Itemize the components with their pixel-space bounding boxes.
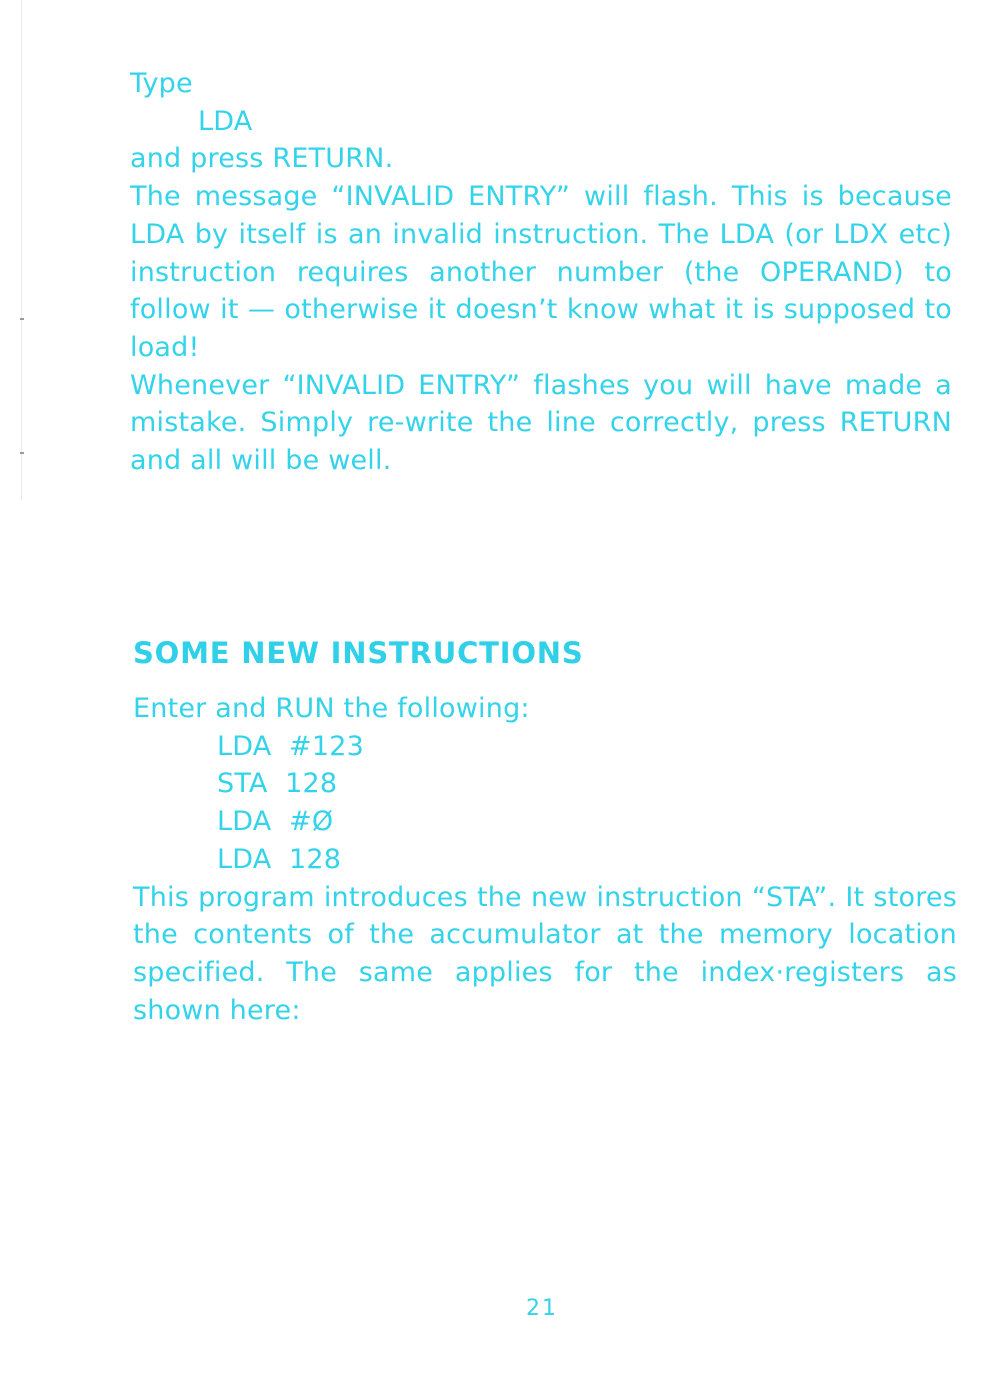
code-line: STA 128 bbox=[217, 768, 338, 800]
page-number: 21 bbox=[526, 1296, 558, 1321]
section-heading: SOME NEW INSTRUCTIONS bbox=[133, 636, 584, 670]
page-edge bbox=[21, 0, 22, 500]
code-line: LDA #Ø bbox=[217, 806, 334, 838]
lda-line: LDA bbox=[198, 105, 253, 137]
press-return-line: and press RETURN. bbox=[130, 143, 394, 175]
invalid-entry-paragraph: The message “INVALID ENTRY” will flash. This is because LDA by itself is an invalid instruction. The LDA (or LDX etc) instruction requires another number (the OPERAND) to follow it — otherwise it doesn’t know what it is supposed to load! bbox=[130, 181, 952, 363]
section-two bbox=[133, 690, 957, 1029]
margin-mark bbox=[20, 318, 24, 320]
type-line: Type bbox=[130, 68, 193, 99]
sta-paragraph: This program introduces the new instruction “STA”. It stores the contents of the accumulator at the memory location specified. The same applies for the index·registers as shown here: bbox=[133, 881, 957, 1026]
code-line: LDA #123 bbox=[217, 730, 364, 762]
mistake-paragraph: Whenever “INVALID ENTRY” flashes you will have made a mistake. Simply re-write the line correctly, press RETURN and all will be well. bbox=[130, 369, 952, 477]
margin-mark bbox=[20, 452, 24, 454]
code-line: LDA 128 bbox=[217, 843, 342, 875]
section-one bbox=[130, 65, 952, 480]
intro-line: Enter and RUN the following: bbox=[133, 693, 530, 724]
